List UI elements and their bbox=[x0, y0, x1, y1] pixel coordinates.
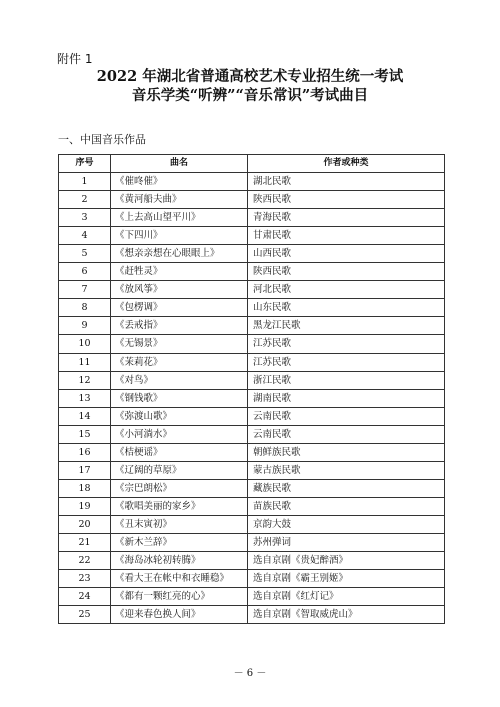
row-number: 1 bbox=[59, 173, 111, 191]
row-title: 《无锡景》 bbox=[111, 335, 248, 353]
row-number: 18 bbox=[59, 479, 111, 497]
row-author: 浙江民歌 bbox=[248, 371, 445, 389]
row-author: 青海民歌 bbox=[248, 209, 445, 227]
row-title: 《都有一颗红亮的心》 bbox=[111, 588, 248, 606]
table-row bbox=[59, 389, 445, 407]
table-row bbox=[59, 227, 445, 245]
table-row bbox=[59, 425, 445, 443]
row-author: 江苏民歌 bbox=[248, 335, 445, 353]
row-number: 2 bbox=[59, 191, 111, 209]
row-title: 《迎来春色换人间》 bbox=[111, 606, 248, 624]
table-row bbox=[59, 479, 445, 497]
table-row bbox=[59, 173, 445, 191]
table-row bbox=[59, 570, 445, 588]
table-row bbox=[59, 299, 445, 317]
row-title: 《辽阔的草原》 bbox=[111, 461, 248, 479]
row-title: 《下四川》 bbox=[111, 227, 248, 245]
row-number: 24 bbox=[59, 588, 111, 606]
row-title: 《新木兰辞》 bbox=[111, 533, 248, 551]
document-title-line1: 2022 年湖北省普通高校艺术专业招生统一考试 bbox=[96, 68, 404, 85]
row-author: 江苏民歌 bbox=[248, 353, 445, 371]
table-body bbox=[59, 173, 445, 624]
row-number: 5 bbox=[59, 245, 111, 263]
row-number: 13 bbox=[59, 389, 111, 407]
row-author: 河北民歌 bbox=[248, 281, 445, 299]
attachment-label: 附件 1 bbox=[57, 52, 93, 66]
row-number: 20 bbox=[59, 515, 111, 533]
row-author: 苗族民歌 bbox=[248, 497, 445, 515]
row-author: 陕西民歌 bbox=[248, 263, 445, 281]
table-row bbox=[59, 443, 445, 461]
table-row bbox=[59, 497, 445, 515]
row-number: 11 bbox=[59, 353, 111, 371]
row-number: 14 bbox=[59, 407, 111, 425]
row-number: 22 bbox=[59, 552, 111, 570]
table-row bbox=[59, 191, 445, 209]
row-number: 8 bbox=[59, 299, 111, 317]
row-title: 《歌唱美丽的家乡》 bbox=[111, 497, 248, 515]
row-author: 选自京剧《霸王别姬》 bbox=[248, 570, 445, 588]
row-title: 《催咚催》 bbox=[111, 173, 248, 191]
table-row bbox=[59, 606, 445, 624]
row-author: 黑龙江民歌 bbox=[248, 317, 445, 335]
row-title: 《小河淌水》 bbox=[111, 425, 248, 443]
row-title: 《桔梗谣》 bbox=[111, 443, 248, 461]
table-row bbox=[59, 317, 445, 335]
table-row bbox=[59, 588, 445, 606]
table-row bbox=[59, 515, 445, 533]
table-row bbox=[59, 371, 445, 389]
row-author: 云南民歌 bbox=[248, 425, 445, 443]
row-number: 12 bbox=[59, 371, 111, 389]
row-author: 山东民歌 bbox=[248, 299, 445, 317]
row-author: 山西民歌 bbox=[248, 245, 445, 263]
row-title: 《对鸟》 bbox=[111, 371, 248, 389]
document-title-line2: 音乐学类“听辨”“音乐常识”考试曲目 bbox=[131, 87, 369, 104]
table-header-row bbox=[59, 155, 445, 173]
row-title: 《上去高山望平川》 bbox=[111, 209, 248, 227]
row-title: 《放风筝》 bbox=[111, 281, 248, 299]
table-row bbox=[59, 281, 445, 299]
table-row bbox=[59, 335, 445, 353]
works-table bbox=[58, 154, 445, 624]
row-author: 藏族民歌 bbox=[248, 479, 445, 497]
row-title: 《海岛冰轮初转腾》 bbox=[111, 552, 248, 570]
row-title: 《弥渡山歌》 bbox=[111, 407, 248, 425]
row-title: 《钢钱歌》 bbox=[111, 389, 248, 407]
row-number: 9 bbox=[59, 317, 111, 335]
row-number: 17 bbox=[59, 461, 111, 479]
row-number: 10 bbox=[59, 335, 111, 353]
section-heading: 一、中国音乐作品 bbox=[58, 133, 146, 146]
row-title: 《宗巴朗松》 bbox=[111, 479, 248, 497]
row-title: 《想亲亲想在心眼眼上》 bbox=[111, 245, 248, 263]
row-number: 25 bbox=[59, 606, 111, 624]
header-number: 序号 bbox=[59, 155, 111, 173]
header-title: 曲名 bbox=[111, 155, 248, 173]
table-row bbox=[59, 245, 445, 263]
row-author: 京韵大鼓 bbox=[248, 515, 445, 533]
row-number: 4 bbox=[59, 227, 111, 245]
row-title: 《包楞调》 bbox=[111, 299, 248, 317]
row-number: 3 bbox=[59, 209, 111, 227]
row-author: 云南民歌 bbox=[248, 407, 445, 425]
row-author: 湖南民歌 bbox=[248, 389, 445, 407]
row-author: 甘肃民歌 bbox=[248, 227, 445, 245]
page-number: － 6 － bbox=[233, 668, 267, 679]
row-title: 《茉莉花》 bbox=[111, 353, 248, 371]
row-author: 蒙古族民歌 bbox=[248, 461, 445, 479]
row-number: 23 bbox=[59, 570, 111, 588]
table-row bbox=[59, 552, 445, 570]
row-author: 湖北民歌 bbox=[248, 173, 445, 191]
row-number: 16 bbox=[59, 443, 111, 461]
row-title: 《丢戒指》 bbox=[111, 317, 248, 335]
row-number: 21 bbox=[59, 533, 111, 551]
table-row bbox=[59, 533, 445, 551]
row-author: 选自京剧《贵妃醉酒》 bbox=[248, 552, 445, 570]
row-title: 《看大王在帐中和衣睡稳》 bbox=[111, 570, 248, 588]
table-row bbox=[59, 209, 445, 227]
table-row bbox=[59, 353, 445, 371]
row-author: 苏州弹词 bbox=[248, 533, 445, 551]
table-row bbox=[59, 263, 445, 281]
row-title: 《丑末寅初》 bbox=[111, 515, 248, 533]
row-author: 朝鲜族民歌 bbox=[248, 443, 445, 461]
table-row bbox=[59, 461, 445, 479]
row-title: 《赶牲灵》 bbox=[111, 263, 248, 281]
header-author: 作者或种类 bbox=[248, 155, 445, 173]
row-author: 陕西民歌 bbox=[248, 191, 445, 209]
table-row bbox=[59, 407, 445, 425]
row-title: 《黄河船夫曲》 bbox=[111, 191, 248, 209]
row-author: 选自京剧《红灯记》 bbox=[248, 588, 445, 606]
row-number: 15 bbox=[59, 425, 111, 443]
row-number: 6 bbox=[59, 263, 111, 281]
row-number: 19 bbox=[59, 497, 111, 515]
row-author: 选自京剧《智取威虎山》 bbox=[248, 606, 445, 624]
row-number: 7 bbox=[59, 281, 111, 299]
